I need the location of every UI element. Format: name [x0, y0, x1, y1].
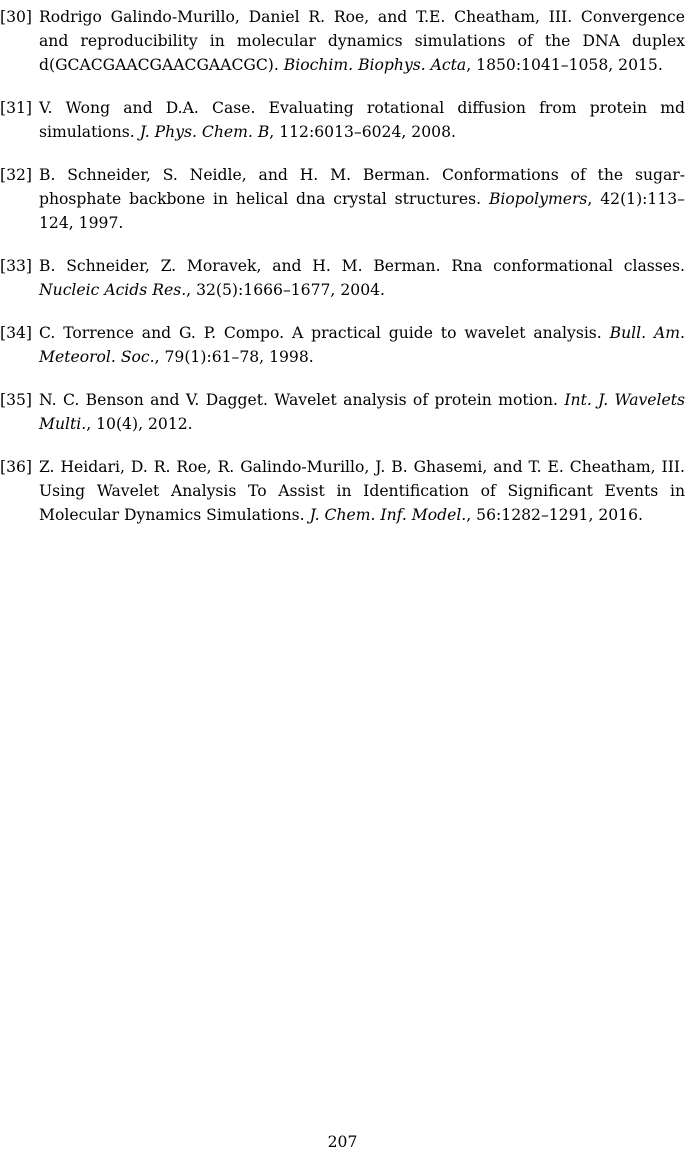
reference-details: , 42(1):113–124, 1997.	[39, 190, 685, 232]
reference-details: , 10(4), 2012.	[86, 415, 193, 433]
reference-details: , 79(1):61–78, 1998.	[154, 348, 314, 366]
reference-details: , 32(5):1666–1677, 2004.	[186, 281, 385, 299]
reference-text	[39, 163, 685, 235]
reference-entry	[0, 254, 685, 302]
reference-text	[39, 5, 685, 77]
reference-list	[0, 0, 685, 546]
reference-text	[39, 455, 685, 527]
reference-number: [34]	[0, 324, 33, 342]
reference-entry	[0, 455, 685, 527]
reference-entry	[0, 388, 685, 436]
reference-authors-title: C. Torrence and G. P. Compo. A practical guide to wavelet analysis.	[39, 324, 602, 342]
reference-authors-title: B. Schneider, S. Neidle, and H. M. Berman. Conformations of the sugar-phosphate backbone in helical dna crystal structures.	[39, 166, 685, 208]
reference-journal: Biopolymers	[488, 190, 588, 208]
reference-journal: J. Phys. Chem. B	[139, 123, 270, 141]
reference-entry	[0, 321, 685, 369]
reference-entry	[0, 96, 685, 144]
reference-authors-title: B. Schneider, Z. Moravek, and H. M. Berman. Rna conformational classes.	[39, 257, 685, 275]
reference-authors-title: V. Wong and D.A. Case. Evaluating rotational diffusion from protein md simulations.	[39, 99, 685, 141]
reference-details: , 56:1282–1291, 2016.	[466, 506, 643, 524]
reference-number: [36]	[0, 458, 33, 476]
reference-details: , 1850:1041–1058, 2015.	[466, 56, 663, 74]
page-number: 207	[327, 1133, 358, 1151]
reference-number: [30]	[0, 8, 33, 26]
reference-journal: Bull. Am. Meteorol. Soc.	[39, 324, 685, 366]
reference-text	[39, 321, 685, 369]
reference-text	[39, 96, 685, 144]
reference-text	[39, 388, 685, 436]
reference-number: [32]	[0, 166, 33, 184]
reference-authors-title: N. C. Benson and V. Dagget. Wavelet analysis of protein motion.	[39, 391, 558, 409]
reference-number: [35]	[0, 391, 33, 409]
reference-journal: J. Chem. Inf. Model.	[309, 506, 467, 524]
reference-authors-title: Z. Heidari, D. R. Roe, R. Galindo-Murillo, J. B. Ghasemi, and T. E. Cheatham, III. Using Wavelet Analysis To Assist in Identification of Significant Events in Molecular Dynamics Simulations.	[39, 458, 685, 524]
reference-number: [33]	[0, 257, 33, 275]
reference-text	[39, 254, 685, 302]
reference-journal: Int. J. Wavelets Multi.	[39, 391, 685, 433]
reference-authors-title: Rodrigo Galindo-Murillo, Daniel R. Roe, and T.E. Cheatham, III. Convergence and reproducibility in molecular dynamics simulations of the DNA duplex d(GCACGAACGAACGAACGC).	[39, 8, 685, 74]
reference-entry	[0, 5, 685, 77]
reference-number: [31]	[0, 99, 33, 117]
reference-journal: Nucleic Acids Res.	[39, 281, 187, 299]
reference-journal: Biochim. Biophys. Acta	[283, 56, 467, 74]
reference-details: , 112:6013–6024, 2008.	[269, 123, 456, 141]
reference-entry	[0, 163, 685, 235]
